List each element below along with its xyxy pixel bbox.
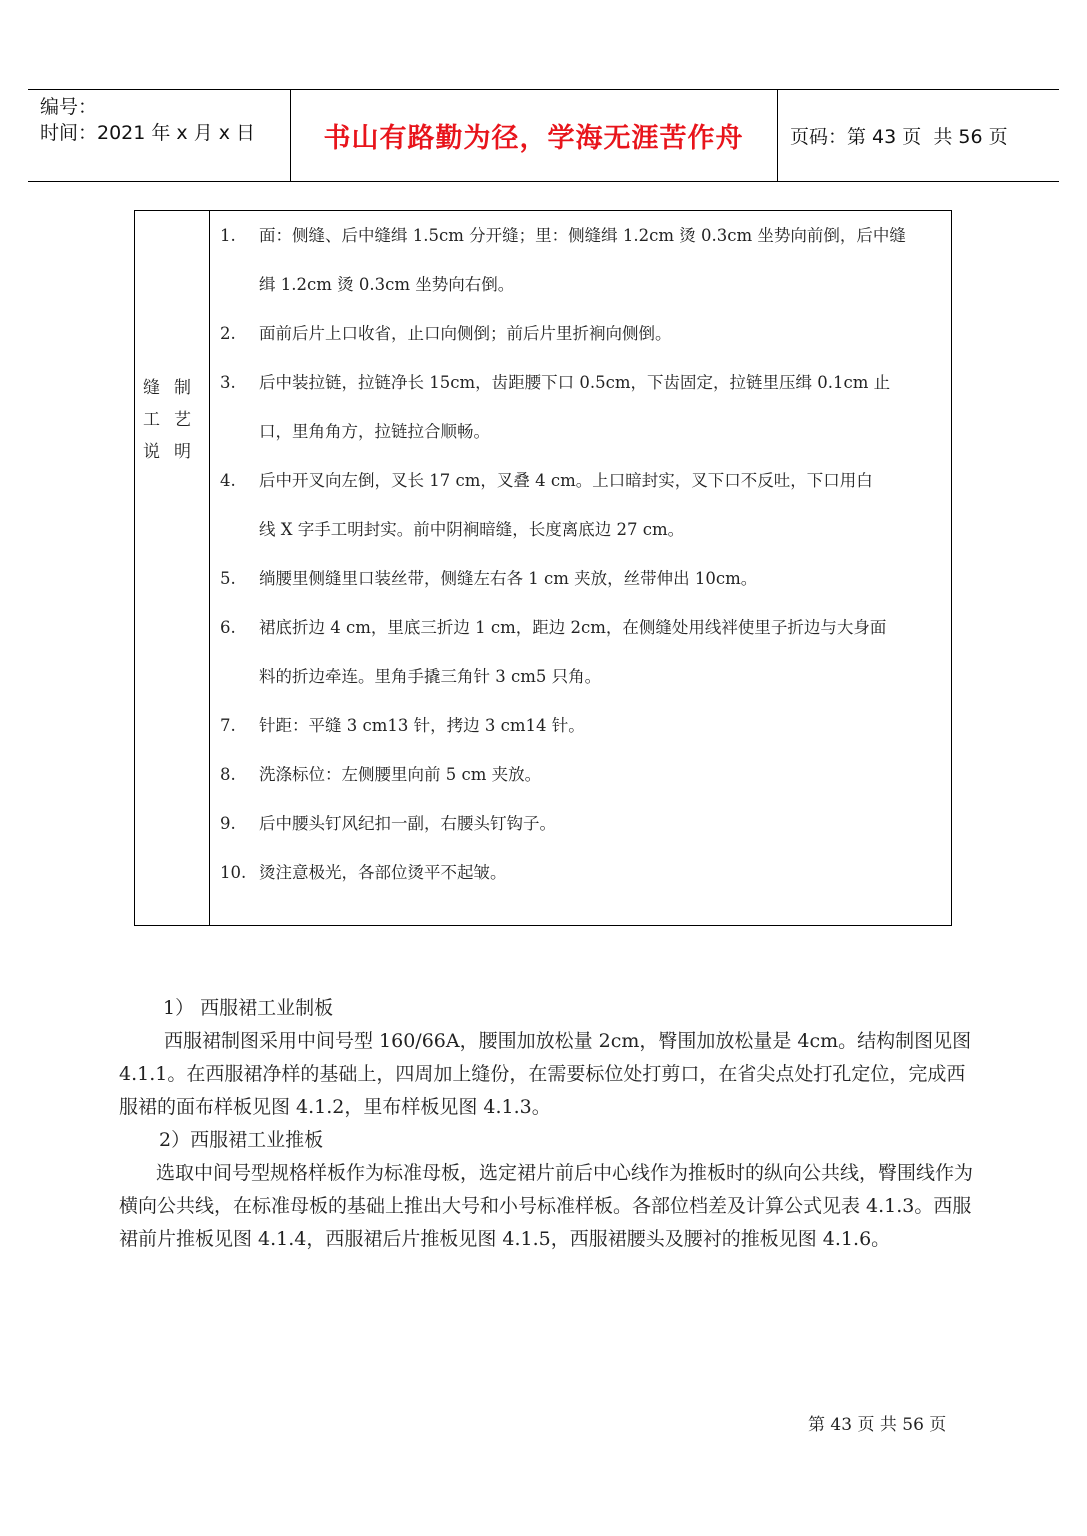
item-number: 2. bbox=[220, 324, 236, 343]
list-item bbox=[220, 365, 946, 414]
list-item bbox=[220, 463, 946, 512]
list-item bbox=[220, 267, 946, 316]
item-text: 缉 1.2cm 烫 0.3cm 坐势向右倒。 bbox=[259, 275, 515, 294]
item-number: 5. bbox=[220, 569, 236, 588]
item-number: 3. bbox=[220, 373, 236, 392]
table-row-label bbox=[142, 372, 206, 468]
list-item bbox=[220, 561, 946, 610]
header-meta bbox=[40, 94, 255, 146]
serial-label: 编号： bbox=[40, 96, 98, 118]
item-text: 面前后片上口收省，止口向侧倒；前后片里折裥向侧倒。 bbox=[259, 324, 672, 343]
item-text: 后中装拉链，拉链净长 15cm，齿距腰下口 0.5cm，下齿固定，拉链里压缉 0.1cm 止 bbox=[259, 373, 891, 392]
header-divider-right bbox=[777, 89, 778, 181]
item-number: 10. bbox=[220, 863, 247, 882]
label-line: 工艺 bbox=[143, 410, 205, 430]
list-item bbox=[220, 414, 946, 463]
list-item bbox=[220, 757, 946, 806]
list-item bbox=[220, 512, 946, 561]
time-label: 时间：2021 年 x 月 x 日 bbox=[40, 122, 256, 144]
item-text: 料的折边牵连。里角手撬三角针 3 cm5 只角。 bbox=[259, 667, 602, 686]
item-number: 7. bbox=[220, 716, 236, 735]
item-number: 8. bbox=[220, 765, 236, 784]
label-line: 缝制 bbox=[143, 378, 205, 398]
section-heading: 2）西服裙工业推板 bbox=[159, 1129, 324, 1151]
item-text: 裙底折边 4 cm，里底三折边 1 cm，距边 2cm，在侧缝处用线袢使里子折边与大身面 bbox=[259, 618, 887, 637]
paragraph: 西服裙制图采用中间号型 160/66A，腰围加放松量 2cm，臀围加放松量是 4cm。结构制图见图 4.1.1。在西服裙净样的基础上，四周加上缝份，在需要标位处打剪口，在省尖点处打孔定位，完成西服裙的面布样板见图 4.1.2，里布样板见图 4.1.3。 bbox=[119, 1030, 972, 1118]
list-item bbox=[220, 218, 946, 267]
item-text: 绱腰里侧缝里口装丝带，侧缝左右各 1 cm 夹放，丝带伸出 10cm。 bbox=[259, 569, 758, 588]
list-item bbox=[220, 855, 946, 904]
item-text: 后中腰头钉风纪扣一副，右腰头钉钩子。 bbox=[259, 814, 556, 833]
section-heading: 1） 西服裙工业制板 bbox=[163, 997, 334, 1019]
list-item bbox=[220, 610, 946, 659]
paragraph: 选取中间号型规格样板作为标准母板，选定裙片前后中心线作为推板时的纵向公共线，臀围线作为横向公共线，在标准母板的基础上推出大号和小号标准样板。各部位档差及计算公式见表 4.1.3。西服裙前片推板见图 4.1.4，西服裙后片推板见图 4.1.5，西服裙腰头及腰衬的推板见图 4.1.6。 bbox=[119, 1162, 974, 1250]
list-item bbox=[220, 659, 946, 708]
item-text: 烫注意极光，各部位烫平不起皱。 bbox=[259, 863, 507, 882]
list-item bbox=[220, 806, 946, 855]
label-line: 说明 bbox=[143, 442, 205, 462]
table-column-divider bbox=[209, 210, 210, 926]
item-text: 洗涤标位：左侧腰里向前 5 cm 夹放。 bbox=[259, 765, 542, 784]
process-list bbox=[220, 218, 946, 904]
item-number: 4. bbox=[220, 471, 236, 490]
item-text: 后中开叉向左倒，叉长 17 cm，叉叠 4 cm。上口暗封实，叉下口不反吐，下口用白 bbox=[259, 471, 873, 490]
document-body bbox=[119, 992, 979, 1256]
header-page-number: 页码：第 43 页 共 56 页 bbox=[790, 126, 1008, 148]
header-motto: 书山有路勤为径，学海无涯苦作舟 bbox=[323, 122, 744, 154]
footer-page-number: 第 43 页 共 56 页 bbox=[808, 1415, 947, 1435]
item-text: 口，里角角方，拉链拉合顺畅。 bbox=[259, 422, 490, 441]
item-number: 6. bbox=[220, 618, 236, 637]
item-number: 1. bbox=[220, 226, 236, 245]
item-text: 针距：平缝 3 cm13 针，拷边 3 cm14 针。 bbox=[259, 716, 585, 735]
list-item bbox=[220, 708, 946, 757]
item-text: 线 X 字手工明封实。前中阴裥暗缝，长度离底边 27 cm。 bbox=[259, 520, 685, 539]
item-number: 9. bbox=[220, 814, 236, 833]
header-bottom-rule bbox=[28, 181, 1059, 182]
item-text: 面：侧缝、后中缝缉 1.5cm 分开缝；里：侧缝缉 1.2cm 烫 0.3cm 坐势向前倒，后中缝 bbox=[259, 226, 906, 245]
list-item bbox=[220, 316, 946, 365]
